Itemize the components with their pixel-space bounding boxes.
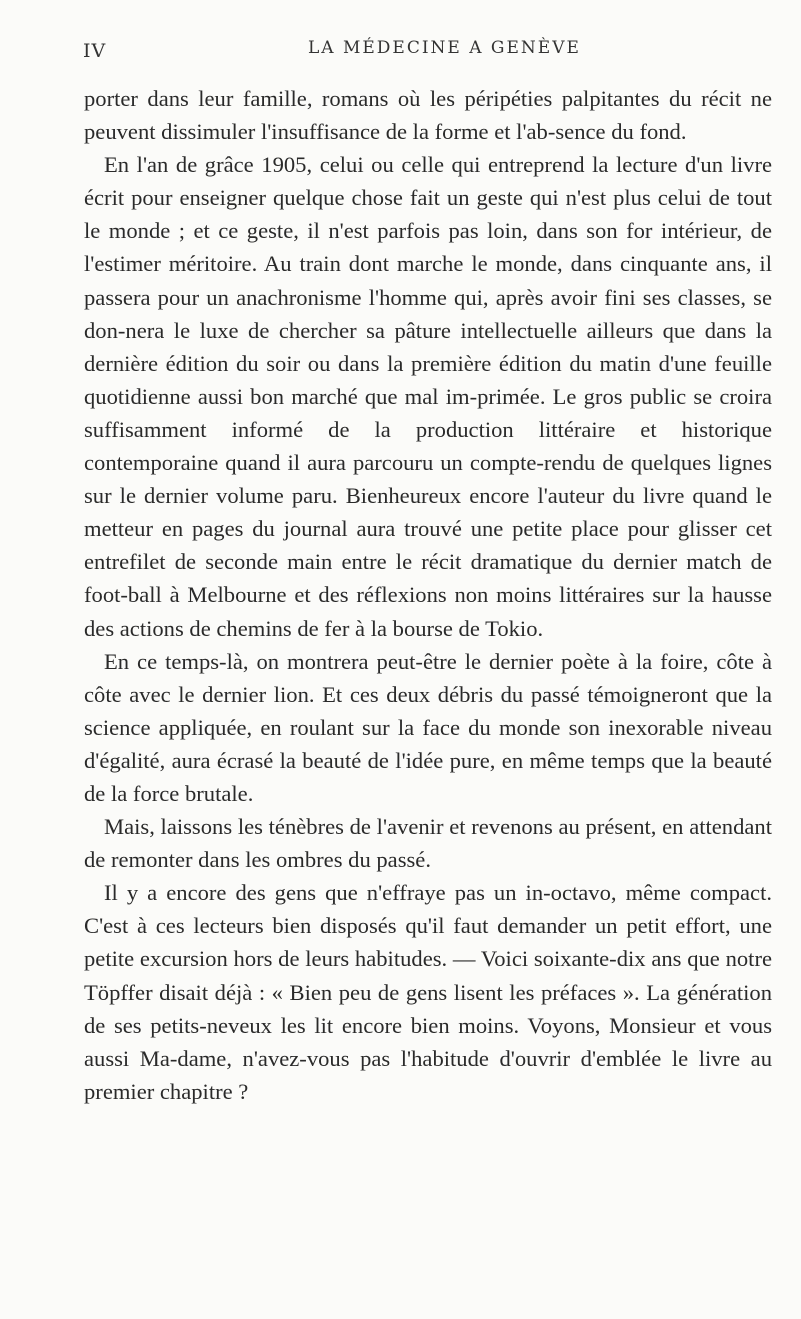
paragraph-5: Il y a encore des gens que n'effraye pas un in-octavo, même compact. C'est à ces lecteurs bien disposés qu'il faut demander un petit effort, une petite excursion hors de leurs habitudes. — Voici soixante-dix ans que notre Töpffer disait déjà : « Bien peu de gens lisent les préfaces ». La génération de ses petits-neveux les lit encore bien moins. Voyons, Monsieur et vous aussi Ma-dame, n'avez-vous pas l'habitude d'ouvrir d'emblée le livre au premier chapitre ? [84, 880, 772, 1104]
paragraph-2: En l'an de grâce 1905, celui ou celle qui entreprend la lecture d'un livre écrit pour enseigner quelque chose fait un geste qui n'est plus celui de tout le monde ; et ce geste, il n'est parfois pas loin, dans son for intérieur, de l'estimer méritoire. Au train dont marche le monde, dans cinquante ans, il passera pour un anachronisme l'homme qui, après avoir fini ses classes, se don-nera le luxe de chercher sa pâture intellectuelle ailleurs que dans la dernière édition du soir ou dans la première édition du matin d'une feuille quotidienne aussi bon marché que mal im-primée. Le gros public se croira suffisamment informé de la production littéraire et historique contemporaine quand il aura parcouru un compte-rendu de quelques lignes sur le dernier volume paru. Bienheureux encore l'auteur du livre quand le metteur en pages du journal aura trouvé une petite place pour glisser cet entrefilet de seconde main entre le récit dramatique du dernier match de foot-ball à Melbourne et des réflexions non moins littéraires sur la hausse des actions de chemins de fer à la bourse de Tokio. [84, 152, 772, 641]
running-title: LA MÉDECINE A GENÈVE [308, 38, 581, 58]
page-number: IV [83, 40, 107, 62]
paragraph-4: Mais, laissons les ténèbres de l'avenir et revenons au présent, en attendant de remonter dans les ombres du passé. [84, 814, 772, 873]
paragraph-3: En ce temps-là, on montrera peut-être le dernier poète à la foire, côte à côte avec le dernier lion. Et ces deux débris du passé témoigneront que la science appliquée, en roulant sur la face du monde son inexorable niveau d'égalité, aura écrasé la beauté de l'idée pure, en même temps que la beauté de la force brutale. [84, 648, 772, 806]
paragraph-1: porter dans leur famille, romans où les péripéties palpitantes du récit ne peuvent dissimuler l'insuffisance de la forme et l'ab-sence du fond. [84, 86, 772, 145]
body-text [84, 82, 772, 1108]
